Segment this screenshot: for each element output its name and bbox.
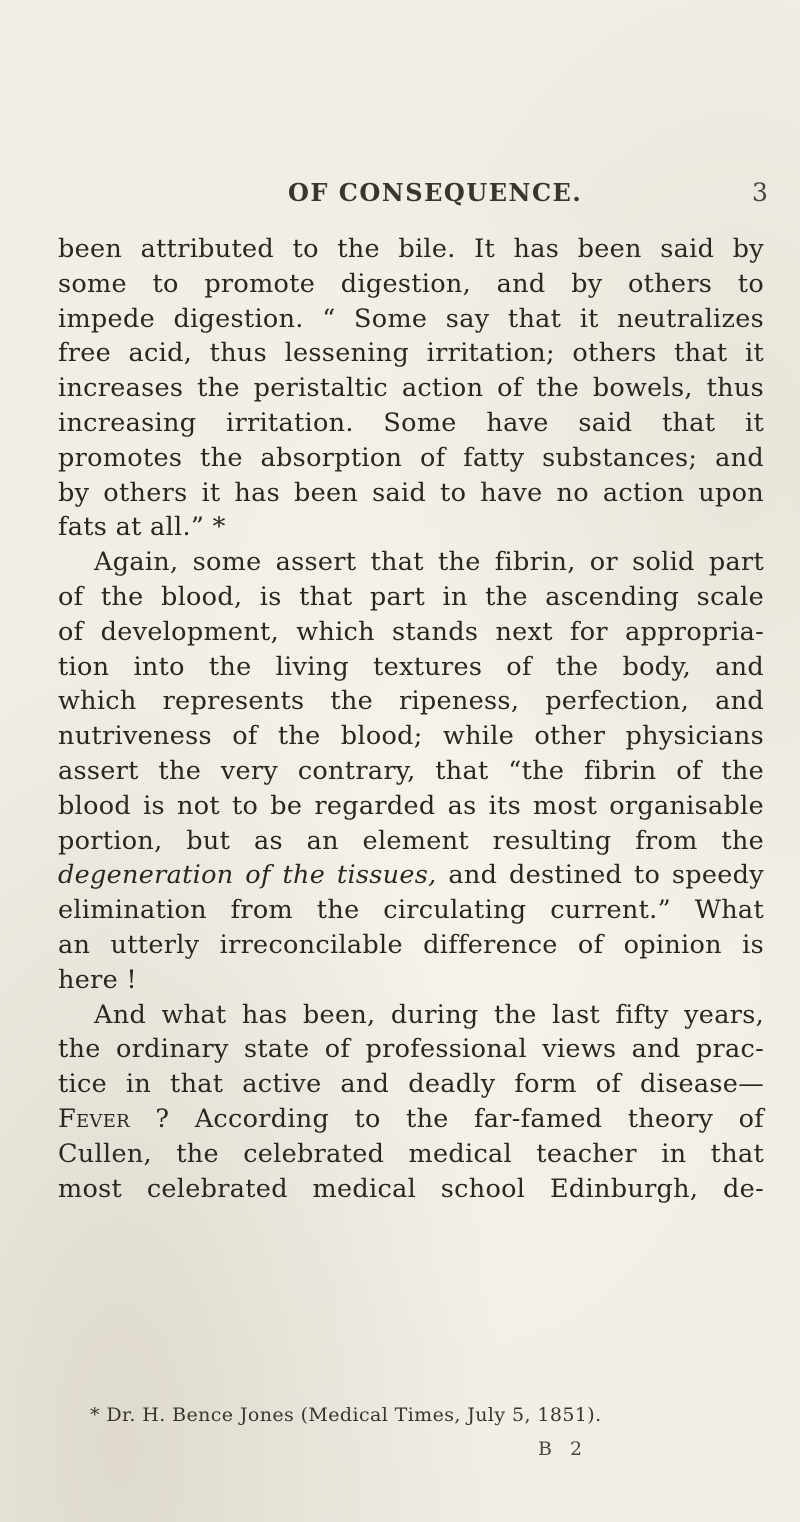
text-line: by others it has been said to have no action upon	[58, 477, 764, 508]
text-line-mixed	[58, 1102, 764, 1137]
text-line: increases the peristaltic action of the bowels, thus	[58, 373, 764, 404]
page-number: 3	[752, 178, 768, 207]
text-line: which represents the ripeness, perfection, and	[58, 686, 764, 717]
running-head	[0, 178, 800, 218]
text-line: an utterly irreconcilable difference of opinion is	[58, 929, 764, 960]
text-line: the ordinary state of professional views and prac-	[58, 1034, 764, 1065]
text-line: nutriveness of the blood; while other physicians	[58, 721, 764, 752]
text-line: free acid, thus lessening irritation; others that it	[58, 338, 764, 369]
footnote: * Dr. H. Bence Jones (Medical Times, July 5, 1851).	[90, 1404, 602, 1426]
text-line: assert the very contrary, that “the fibrin of the	[58, 755, 764, 786]
text-line: elimination from the circulating current.” What	[58, 895, 764, 926]
text-line: tice in that active and deadly form of disease—	[58, 1069, 764, 1100]
text-line: tion into the living textures of the body, and	[58, 651, 764, 682]
text-segment: ? According to the far-famed theory of	[130, 1103, 764, 1134]
body-text	[58, 232, 764, 1206]
signature-mark: B 2	[538, 1438, 589, 1460]
text-line: of development, which stands next for appropria-	[58, 616, 764, 647]
text-line: of the blood, is that part in the ascending scale	[58, 581, 764, 612]
text-line: fats at all.” *	[58, 512, 226, 543]
text-line: Again, some assert that the fibrin, or solid part	[94, 547, 764, 578]
text-line: portion, but as an element resulting from the	[58, 825, 764, 856]
text-segment: and destined to speedy	[436, 860, 764, 891]
text-line: impede digestion. “ Some say that it neutralizes	[58, 303, 764, 334]
text-line: most celebrated medical school Edinburgh, de-	[58, 1173, 764, 1204]
text-line: here !	[58, 964, 137, 995]
text-line: Cullen, the celebrated medical teacher in that	[58, 1138, 764, 1169]
running-title: OF CONSEQUENCE.	[288, 178, 583, 207]
text-line: promotes the absorption of fatty substances; and	[58, 442, 764, 473]
italic-phrase: degeneration of the tissues,	[58, 860, 437, 891]
text-line: And what has been, during the last fifty years,	[94, 999, 764, 1030]
text-line: blood is not to be regarded as its most organisable	[58, 790, 764, 821]
text-line: increasing irritation. Some have said that it	[58, 407, 764, 438]
text-line: been attributed to the bile. It has been said by	[58, 234, 764, 264]
text-line-mixed	[58, 858, 764, 893]
text-line: some to promote digestion, and by others to	[58, 268, 764, 299]
small-caps-word: Fever	[58, 1103, 131, 1134]
